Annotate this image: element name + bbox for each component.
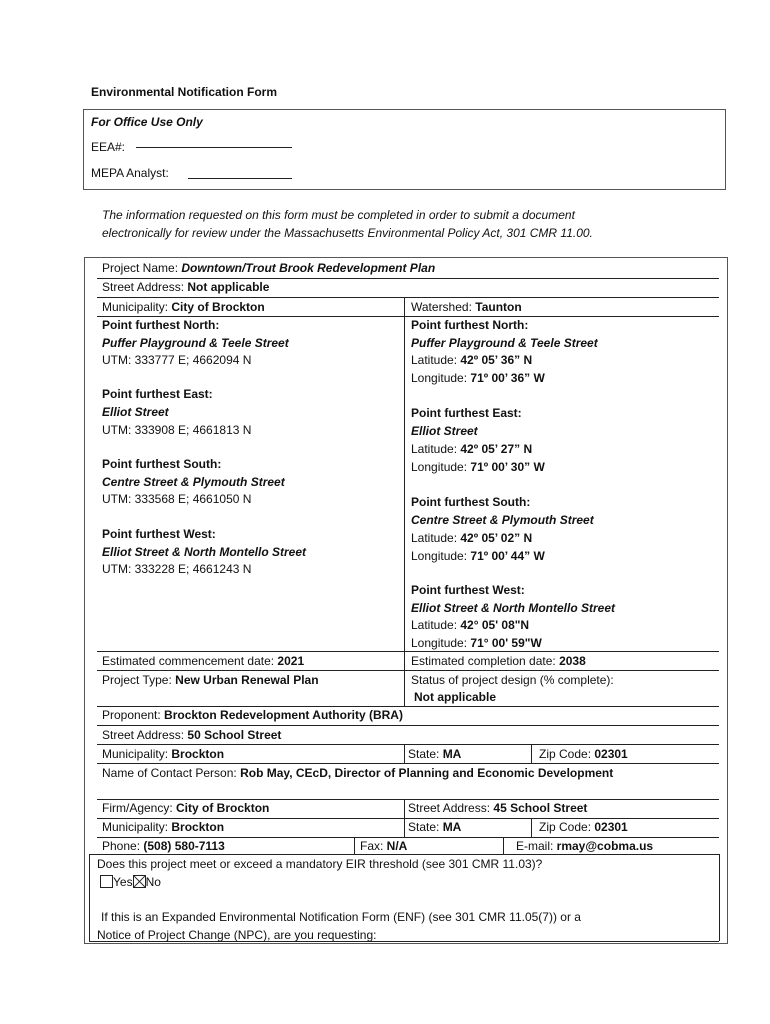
firm-street-row: Street Address: 45 School Street <box>408 801 588 815</box>
project-name-value: Downtown/Trout Brook Redevelopment Plan <box>181 261 436 275</box>
project-street-row: Street Address: Not applicable <box>102 280 270 294</box>
design-status-label: Status of project design (% complete): <box>411 673 614 687</box>
latlon-south-lat: Latitude: 42º 05’ 02” N <box>411 531 533 545</box>
intro-line-2: electronically for review under the Massachusetts Environmental Policy Act, 301 CMR 11.00. <box>102 226 593 240</box>
intro-line-1: The information requested on this form must be completed in order to submit a document <box>102 208 575 222</box>
project-municipality-row: Municipality: City of Brockton <box>102 300 265 314</box>
eir-question: Does this project meet or exceed a mandatory EIR threshold (see 301 CMR 11.03)? <box>97 857 543 871</box>
firm-row: Firm/Agency: City of Brockton <box>102 801 270 815</box>
utm-south-heading: Point furthest South: <box>102 457 222 471</box>
latlon-east-place: Elliot Street <box>411 424 478 438</box>
project-municipality-value: City of Brockton <box>171 300 265 314</box>
no-label: No <box>145 875 161 889</box>
commencement-date: Estimated commencement date: 2021 <box>102 654 305 668</box>
design-status-value: Not applicable <box>414 690 497 704</box>
latlon-west-lat: Latitude: 42° 05' 08"N <box>411 618 530 632</box>
utm-west-heading: Point furthest West: <box>102 527 216 541</box>
firm-zip-row: Zip Code: 02301 <box>539 820 628 834</box>
project-type: Project Type: New Urban Renewal Plan <box>102 673 319 687</box>
completion-date: Estimated completion date: 2038 <box>411 654 586 668</box>
latlon-north-heading: Point furthest North: <box>411 318 529 332</box>
eir-answer-row <box>100 874 161 891</box>
latlon-east-lon: Longitude: 71º 00’ 30” W <box>411 460 545 474</box>
utm-east-heading: Point furthest East: <box>102 387 213 401</box>
eea-number-field[interactable] <box>136 147 292 148</box>
no-checkbox[interactable] <box>133 875 146 888</box>
contact-person-row: Name of Contact Person: Rob May, CEcD, Director of Planning and Economic Development <box>102 766 614 780</box>
latlon-east-heading: Point furthest East: <box>411 406 522 420</box>
proponent-row: Proponent: Brockton Redevelopment Authority (BRA) <box>102 708 403 722</box>
utm-west-coords: UTM: 333228 E; 4661243 N <box>102 562 252 576</box>
watershed-value: Taunton <box>475 300 522 314</box>
latlon-north-lat: Latitude: 42º 05’ 36” N <box>411 353 533 367</box>
utm-south-place: Centre Street & Plymouth Street <box>102 475 285 489</box>
mepa-analyst-label: MEPA Analyst: <box>91 166 169 180</box>
latlon-south-lon: Longitude: 71º 00’ 44” W <box>411 549 545 563</box>
proponent-zip-row: Zip Code: 02301 <box>539 747 628 761</box>
latlon-south-heading: Point furthest South: <box>411 495 531 509</box>
form-title: Environmental Notification Form <box>91 85 278 99</box>
project-street-value: Not applicable <box>187 280 270 294</box>
utm-north-coords: UTM: 333777 E; 4662094 N <box>102 353 252 367</box>
proponent-state-row: State: MA <box>408 747 462 761</box>
project-name-row: Project Name: Downtown/Trout Brook Redevelopment Plan <box>102 261 436 275</box>
utm-west-place: Elliot Street & North Montello Street <box>102 545 307 559</box>
utm-north-place: Puffer Playground & Teele Street <box>102 336 289 350</box>
eea-label: EEA#: <box>91 140 126 154</box>
latlon-north-lon: Longitude: 71º 00’ 36” W <box>411 371 545 385</box>
enf-line-1: If this is an Expanded Environmental Notification Form (ENF) (see 301 CMR 11.05(7)) or a <box>101 910 581 924</box>
utm-south-coords: UTM: 333568 E; 4661050 N <box>102 492 252 506</box>
latlon-west-place: Elliot Street & North Montello Street <box>411 601 616 615</box>
latlon-west-lon: Longitude: 71° 00' 59"W <box>411 636 542 650</box>
email-row: E-mail: rmay@cobma.us <box>516 839 654 853</box>
yes-label: Yes <box>113 875 133 889</box>
mepa-analyst-field[interactable] <box>188 178 292 179</box>
fax-row: Fax: N/A <box>360 839 408 853</box>
phone-row: Phone: (508) 580-7113 <box>102 839 225 853</box>
enf-line-2: Notice of Project Change (NPC), are you requesting: <box>97 928 377 942</box>
utm-east-place: Elliot Street <box>102 405 169 419</box>
utm-east-coords: UTM: 333908 E; 4661813 N <box>102 423 252 437</box>
office-use-heading: For Office Use Only <box>91 115 203 129</box>
firm-state-row: State: MA <box>408 820 462 834</box>
latlon-west-heading: Point furthest West: <box>411 583 525 597</box>
watershed-row: Watershed: Taunton <box>411 300 522 314</box>
proponent-street-row: Street Address: 50 School Street <box>102 728 282 742</box>
latlon-east-lat: Latitude: 42º 05’ 27” N <box>411 442 533 456</box>
latlon-south-place: Centre Street & Plymouth Street <box>411 513 594 527</box>
latlon-north-place: Puffer Playground & Teele Street <box>411 336 598 350</box>
proponent-municipality-row: Municipality: Brockton <box>102 747 225 761</box>
yes-checkbox[interactable] <box>100 875 113 888</box>
firm-municipality-row: Municipality: Brockton <box>102 820 225 834</box>
utm-north-heading: Point furthest North: <box>102 318 220 332</box>
